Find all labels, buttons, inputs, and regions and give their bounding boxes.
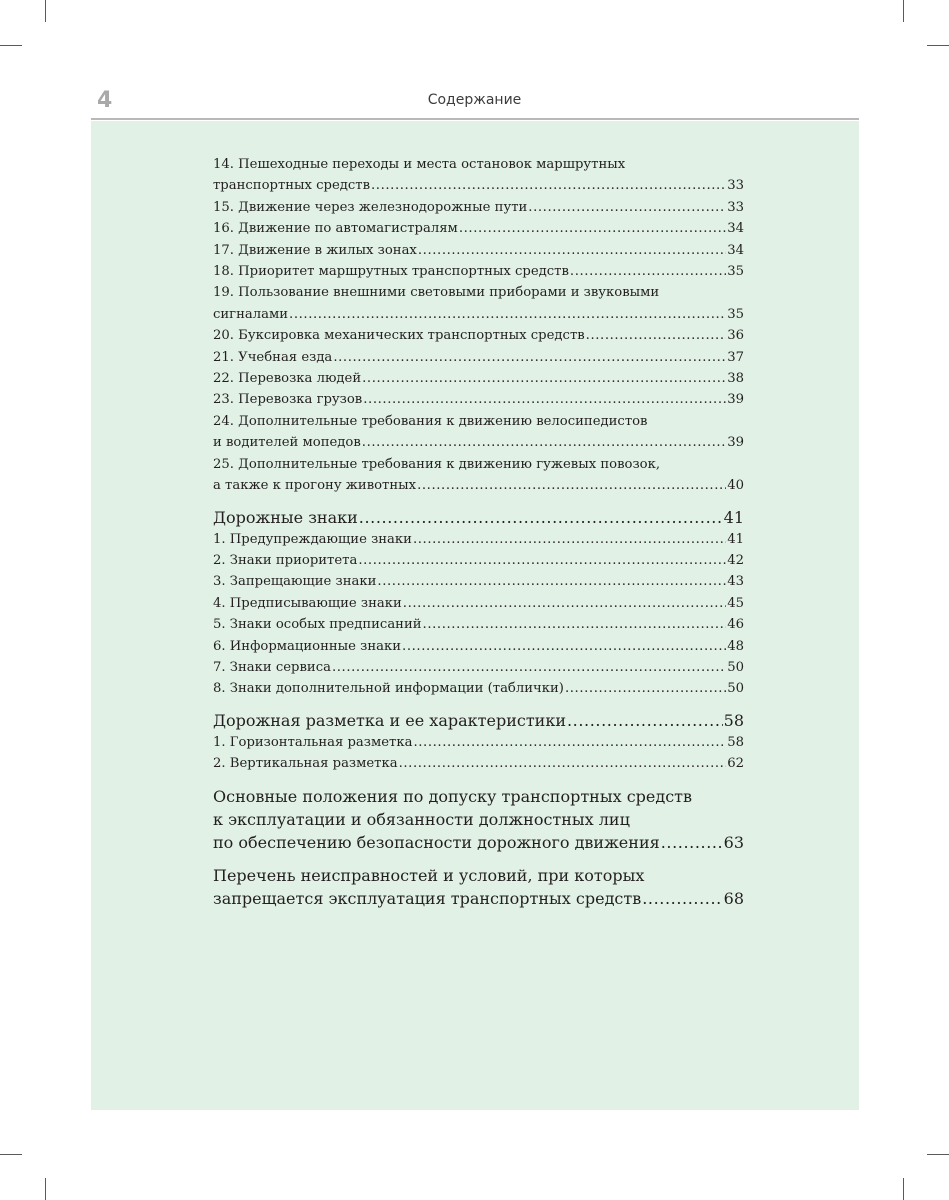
toc-leader-dots (586, 325, 727, 346)
toc-entry-label: 20. Буксировка механических транспортных средств (213, 328, 585, 344)
toc-page-number: 48 (727, 638, 744, 654)
toc-leader-dots (377, 571, 726, 592)
toc-leader-dots (333, 347, 726, 368)
toc-entry-label: 21. Учебная езда (213, 349, 333, 365)
toc-entry[interactable] (213, 261, 744, 282)
toc-entry-line: запрещается эксплуатация транспортных средств (213, 888, 642, 908)
toc-entry-label: 2. Знаки приоритета (213, 552, 358, 568)
toc-leader-dots (362, 432, 726, 453)
toc-entry[interactable] (213, 240, 744, 261)
toc-entry-label: 22. Перевозка людей (213, 371, 362, 387)
toc-entry-label: 25. Дополнительные требования к движению гужевых повозок, (213, 456, 661, 472)
toc-entry[interactable] (213, 325, 744, 346)
toc-page-number: 45 (727, 595, 744, 611)
toc-page-number: 40 (727, 478, 744, 494)
toc-entry-label: 16. Движение по автомагистралям (213, 221, 458, 237)
toc-entry-label: 4. Предписывающие знаки (213, 595, 402, 611)
toc-page-number: 35 (727, 306, 744, 322)
toc-entry-label: сигналами (213, 306, 289, 322)
toc-entry-label: 2. Вертикальная разметка (213, 756, 398, 772)
toc-section-road-markings[interactable] (213, 709, 744, 732)
toc-leader-dots (423, 614, 727, 635)
toc-entry-label: 18. Приоритет маршрутных транспортных средств (213, 264, 569, 280)
toc-leader-dots (371, 175, 726, 196)
toc-page-number: 38 (727, 371, 744, 387)
toc-entry-label: 23. Перевозка грузов (213, 392, 363, 408)
toc-leader-dots (358, 550, 726, 571)
toc-page-number: 34 (727, 242, 744, 258)
toc-entry-line: Перечень неисправностей и условий, при которых (213, 865, 645, 885)
toc-page-number: 35 (727, 264, 744, 280)
crop-mark (903, 0, 904, 22)
toc-page-number: 41 (723, 507, 744, 527)
toc-page-number: 33 (727, 199, 744, 215)
toc-leader-dots (565, 678, 726, 699)
toc-entry-label: 19. Пользование внешними световыми приборами и звуковыми (213, 285, 660, 301)
toc-entry-label: и водителей мопедов (213, 435, 361, 451)
toc-entry-line: по обеспечению безопасности дорожного движения (213, 832, 660, 852)
toc-entry[interactable] (213, 636, 744, 657)
toc-entry-label: 5. Знаки особых предписаний (213, 617, 422, 633)
toc-page-number: 41 (727, 531, 744, 547)
toc-entry[interactable] (213, 657, 744, 678)
toc-section-title: Дорожная разметка и ее характеристики (213, 710, 566, 730)
toc-entry[interactable] (213, 614, 744, 635)
toc-page-number: 34 (727, 221, 744, 237)
toc-entry-label: 8. Знаки дополнительной информации (таблички) (213, 681, 564, 697)
crop-mark (903, 1178, 904, 1200)
toc-entry-label: 1. Горизонтальная разметка (213, 734, 413, 750)
toc-leader-dots (363, 389, 726, 410)
toc-leader-dots (362, 368, 726, 389)
toc-leader-dots (332, 657, 726, 678)
toc-entry-label: 15. Движение через железнодорожные пути (213, 199, 528, 215)
toc-entry-label: 3. Запрещающие знаки (213, 574, 377, 590)
toc-entry-label: 17. Движение в жилых зонах (213, 242, 417, 258)
toc-leader-dots (459, 218, 726, 239)
toc-entry[interactable] (213, 218, 744, 239)
toc-leader-dots (289, 304, 726, 325)
page-number: 4 (97, 88, 113, 113)
toc-leader-dots (418, 240, 726, 261)
toc-entry-line: Основные положения по допуску транспортных средств (213, 786, 693, 806)
toc-page-number: 39 (727, 392, 744, 408)
toc-page-number: 58 (727, 734, 744, 750)
toc-page-number: 68 (723, 888, 744, 908)
toc-leader-dots (528, 197, 726, 218)
toc-page-number: 39 (727, 435, 744, 451)
toc-page-number: 43 (727, 574, 744, 590)
toc-leader-dots (399, 753, 727, 774)
toc-page-number: 42 (727, 552, 744, 568)
crop-mark (927, 45, 949, 46)
toc-section-title: Дорожные знаки (213, 507, 358, 527)
toc-entry[interactable] (213, 154, 744, 197)
toc-leader-dots (413, 732, 726, 753)
toc-entry[interactable] (213, 529, 744, 550)
toc-leader-dots (570, 261, 726, 282)
toc-leader-dots (413, 529, 726, 550)
toc-entry[interactable] (213, 197, 744, 218)
toc-entry[interactable] (213, 282, 744, 325)
toc-entry[interactable] (213, 550, 744, 571)
crop-mark (0, 1154, 22, 1155)
toc-entry[interactable] (213, 678, 744, 699)
header-rule (91, 118, 859, 120)
crop-mark (45, 0, 46, 22)
crop-mark (45, 1178, 46, 1200)
toc-page-number: 37 (727, 349, 744, 365)
toc-entry[interactable] (213, 732, 744, 753)
toc-entry-label: 7. Знаки сервиса (213, 659, 331, 675)
toc-leader-dots (403, 593, 726, 614)
toc-section-malfunctions[interactable] (213, 864, 744, 910)
table-of-contents (213, 154, 744, 910)
toc-page-number: 50 (727, 659, 744, 675)
toc-entry-label: 6. Информационные знаки (213, 638, 402, 654)
toc-leader-dots (417, 475, 726, 496)
crop-mark (927, 1154, 949, 1155)
toc-entry-label: 14. Пешеходные переходы и места остановок маршрутных (213, 157, 626, 172)
toc-entry-label: 24. Дополнительные требования к движению велосипедистов (213, 413, 648, 429)
running-head: Содержание (427, 92, 522, 108)
toc-page-number: 46 (727, 617, 744, 633)
toc-entry-label: транспортных средств (213, 178, 371, 194)
toc-entry[interactable] (213, 571, 744, 592)
toc-entry[interactable] (213, 593, 744, 614)
toc-group-traffic-rules (213, 154, 744, 497)
toc-leader-dots (402, 636, 726, 657)
toc-entry-label: 1. Предупреждающие знаки (213, 531, 412, 547)
toc-page-number: 36 (727, 328, 744, 344)
toc-entry-label: а также к прогону животных (213, 478, 417, 494)
toc-section-basic-provisions[interactable] (213, 785, 744, 854)
toc-page-number: 50 (727, 681, 744, 697)
crop-mark (0, 45, 22, 46)
toc-section-road-signs[interactable] (213, 506, 744, 529)
toc-entry-line: к эксплуатации и обязанности должностных лиц (213, 809, 630, 829)
toc-entry[interactable] (213, 389, 744, 410)
toc-entry[interactable] (213, 368, 744, 389)
toc-page-number: 33 (727, 178, 744, 194)
toc-page-number: 62 (727, 756, 744, 772)
toc-page-number: 63 (723, 832, 744, 852)
toc-entry[interactable] (213, 454, 744, 497)
toc-entry[interactable] (213, 411, 744, 454)
toc-road-signs-list (213, 529, 744, 700)
toc-page-number: 58 (723, 710, 744, 730)
toc-road-markings-list (213, 732, 744, 775)
toc-entry[interactable] (213, 347, 744, 368)
toc-entry[interactable] (213, 753, 744, 774)
